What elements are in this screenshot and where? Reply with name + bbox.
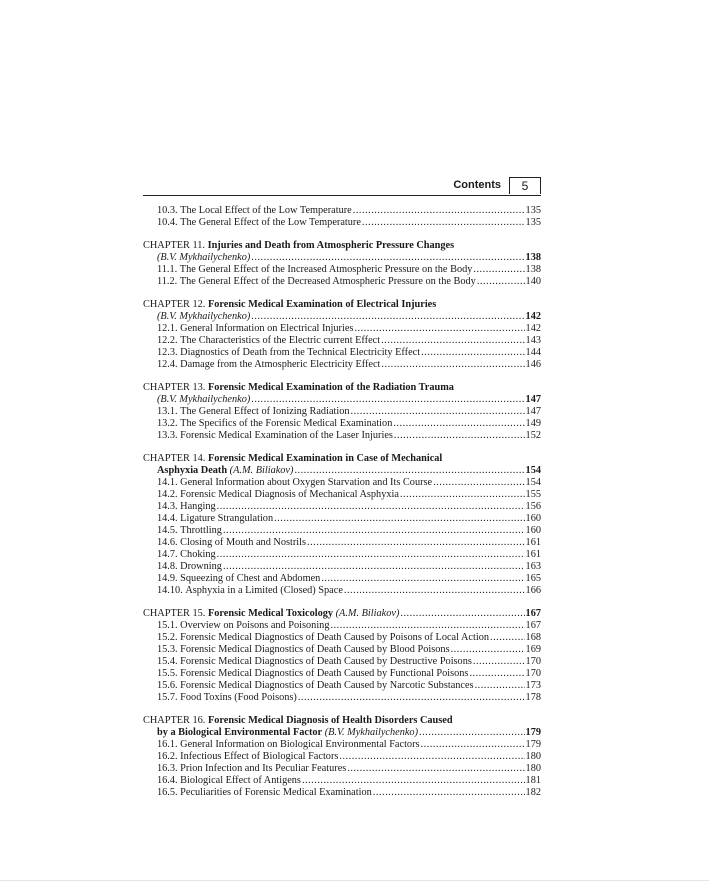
chapter-title: Forensic Medical Examination of Electrical Injuries — [207, 299, 437, 310]
section-number: 10.3. — [157, 205, 178, 216]
section-title: General Information on Electrical Injuries — [180, 323, 354, 334]
section-number: 14.3. — [157, 501, 178, 512]
dot-leader — [354, 323, 524, 335]
section-page: 163 — [525, 561, 541, 572]
section-number: 16.1. — [157, 739, 178, 750]
section-title: Forensic Medical Diagnostics of Death Caused by Poisons of Local Action — [180, 632, 490, 643]
chapter-heading-cont[interactable] — [143, 311, 541, 323]
chapter-author: (B.V. Mykhailychenko) — [157, 252, 251, 263]
toc-entry[interactable] — [143, 668, 541, 680]
chapter-heading-cont[interactable] — [143, 394, 541, 406]
chapter-group — [143, 453, 541, 597]
section-number: 15.4. — [157, 656, 178, 667]
section-title: Hanging — [180, 501, 216, 512]
dot-leader — [469, 668, 524, 680]
section-title: Drowning — [180, 561, 222, 572]
chapter-label: CHAPTER 12. — [143, 299, 206, 310]
toc-entry[interactable] — [143, 632, 541, 644]
section-title: Overview on Poisons and Poisoning — [180, 620, 330, 631]
chapter-label: CHAPTER 16. — [143, 715, 206, 726]
toc-entry[interactable] — [143, 264, 541, 276]
section-title: Asphyxia in a Limited (Closed) Space — [185, 585, 343, 596]
toc-entry[interactable] — [143, 501, 541, 513]
section-number: 14.6. — [157, 537, 178, 548]
section-title: Choking — [180, 549, 216, 560]
section-number: 12.1. — [157, 323, 178, 334]
toc-entry[interactable] — [143, 739, 541, 751]
section-page: 173 — [525, 680, 541, 691]
chapter-group — [143, 299, 541, 371]
chapter-label: CHAPTER 11. — [143, 240, 205, 251]
toc-entry[interactable] — [143, 585, 541, 597]
toc-entry[interactable] — [143, 276, 541, 288]
section-page: 161 — [525, 549, 541, 560]
dot-leader — [353, 205, 525, 217]
section-number: 14.9. — [157, 573, 178, 584]
dot-leader — [217, 501, 525, 513]
chapter-group — [143, 715, 541, 799]
section-number: 15.7. — [157, 692, 178, 703]
section-title: Closing of Mouth and Nostrils — [180, 537, 307, 548]
toc-entry[interactable] — [143, 406, 541, 418]
dot-leader — [339, 751, 524, 763]
section-page: 181 — [525, 775, 541, 786]
chapter-title: Forensic Medical Examination of the Radiation Trauma — [207, 382, 454, 393]
toc-entry[interactable] — [143, 430, 541, 442]
section-page: 135 — [525, 217, 541, 228]
section-page: 168 — [525, 632, 541, 643]
dot-leader — [490, 632, 525, 644]
page-header — [143, 177, 541, 196]
chapter-page: 142 — [525, 311, 541, 322]
section-title: Forensic Medical Diagnosis of Mechanical Asphyxia — [180, 489, 399, 500]
section-page: 138 — [525, 264, 541, 275]
section-number: 12.3. — [157, 347, 178, 358]
toc-entry[interactable] — [143, 692, 541, 704]
section-number: 13.3. — [157, 430, 178, 441]
dot-leader — [433, 477, 524, 489]
dot-leader — [421, 347, 524, 359]
dot-leader — [475, 680, 525, 692]
dot-leader — [373, 787, 525, 799]
section-number: 15.1. — [157, 620, 178, 631]
toc-entry[interactable] — [143, 620, 541, 632]
running-title: Contents — [453, 179, 501, 191]
toc-entry[interactable] — [143, 418, 541, 430]
chapter-group — [143, 240, 541, 288]
section-title: Throttling — [180, 525, 222, 536]
dot-leader — [362, 217, 525, 229]
section-number: 15.2. — [157, 632, 178, 643]
dot-leader — [381, 359, 524, 371]
dot-leader — [223, 561, 525, 573]
chapter-page: 167 — [525, 608, 541, 619]
toc-entry[interactable] — [143, 573, 541, 585]
section-page: 169 — [525, 644, 541, 655]
dot-leader — [298, 692, 525, 704]
toc-entry[interactable] — [143, 644, 541, 656]
section-page: 180 — [525, 751, 541, 762]
section-page: 146 — [525, 359, 541, 370]
toc-entry[interactable] — [143, 787, 541, 799]
section-page: 143 — [525, 335, 541, 346]
section-number: 14.2. — [157, 489, 178, 500]
section-title: The Characteristics of the Electric current Effect — [180, 335, 381, 346]
section-title: General Information about Oxygen Starvation and Its Course — [180, 477, 433, 488]
dot-leader — [421, 739, 525, 751]
section-number: 12.2. — [157, 335, 178, 346]
section-title: Forensic Medical Diagnostics of Death Caused by Narcotic Substances — [180, 680, 474, 691]
dot-leader — [351, 406, 525, 418]
chapter-heading[interactable] — [143, 382, 541, 394]
dot-leader — [394, 430, 525, 442]
toc-entry[interactable] — [143, 217, 541, 229]
toc-entry[interactable] — [143, 549, 541, 561]
chapter-author: (B.V. Mykhailychenko) — [157, 311, 251, 322]
section-title: Damage from the Atmospheric Electricity Effect — [180, 359, 381, 370]
page-number: 5 — [509, 177, 541, 194]
section-number: 16.3. — [157, 763, 178, 774]
dot-leader — [344, 585, 525, 597]
section-title: The Specifics of the Forensic Medical Examination — [180, 418, 393, 429]
toc-entry[interactable] — [143, 205, 541, 217]
toc-entry[interactable] — [143, 656, 541, 668]
section-title: The Local Effect of the Low Temperature — [180, 205, 352, 216]
chapter-heading[interactable] — [143, 453, 541, 465]
chapter-title: Forensic Medical Diagnosis of Health Disorders Caused — [207, 715, 453, 726]
dot-leader — [307, 537, 525, 549]
dot-leader — [217, 549, 525, 561]
section-page: 149 — [525, 418, 541, 429]
chapter-group — [143, 608, 541, 704]
chapter-author: (B.V. Mykhailychenko) — [157, 394, 251, 405]
section-number: 16.4. — [157, 775, 178, 786]
dot-leader — [321, 573, 524, 585]
dot-leader — [330, 620, 524, 632]
section-page: 154 — [525, 477, 541, 488]
section-page: 140 — [525, 276, 541, 287]
section-number: 14.4. — [157, 513, 178, 524]
chapter-title: Forensic Medical Examination in Case of Mechanical — [207, 453, 443, 464]
dot-leader — [223, 525, 525, 537]
toc-entry[interactable] — [143, 489, 541, 501]
section-title: The General Effect of Ionizing Radiation — [180, 406, 350, 417]
toc-entry[interactable] — [143, 347, 541, 359]
toc-entry[interactable] — [143, 561, 541, 573]
dot-leader — [473, 656, 525, 668]
chapter-heading-cont[interactable] — [143, 252, 541, 264]
chapter-heading[interactable] — [143, 240, 541, 252]
dot-leader — [393, 418, 524, 430]
section-number: 12.4. — [157, 359, 178, 370]
section-number: 13.1. — [157, 406, 178, 417]
section-title: Forensic Medical Diagnostics of Death Caused by Blood Poisons — [180, 644, 450, 655]
section-title: Food Toxins (Food Poisons) — [180, 692, 297, 703]
dot-leader — [400, 608, 524, 620]
chapter-title: Forensic Medical Toxicology — [207, 608, 334, 619]
dot-leader — [251, 252, 524, 264]
section-page: 135 — [525, 205, 541, 216]
section-number: 10.4. — [157, 217, 178, 228]
section-page: 182 — [525, 787, 541, 798]
section-title: Ligature Strangulation — [180, 513, 274, 524]
section-page: 179 — [525, 739, 541, 750]
section-title: General Information on Biological Environmental Factors — [180, 739, 420, 750]
section-page: 180 — [525, 763, 541, 774]
section-number: 16.5. — [157, 787, 178, 798]
chapter-label: CHAPTER 15. — [143, 608, 206, 619]
toc-entry[interactable] — [143, 359, 541, 371]
dot-leader — [251, 394, 524, 406]
section-page: 160 — [525, 513, 541, 524]
chapter-author: (B.V. Mykhailychenko) — [324, 727, 419, 738]
section-page: 165 — [525, 573, 541, 584]
chapter-author: (A.M. Biliakov) — [229, 465, 294, 476]
chapter-label: CHAPTER 14. — [143, 453, 206, 464]
toc-entry[interactable] — [143, 680, 541, 692]
section-page: 142 — [525, 323, 541, 334]
dot-leader — [347, 763, 524, 775]
section-title: The General Effect of the Decreased Atmospheric Pressure on the Body — [179, 276, 476, 287]
chapter-page: 147 — [525, 394, 541, 405]
chapter-page: 179 — [525, 727, 541, 738]
section-page: 155 — [525, 489, 541, 500]
section-number: 15.3. — [157, 644, 178, 655]
section-number: 11.1. — [157, 264, 178, 275]
section-number: 14.1. — [157, 477, 178, 488]
dot-leader — [251, 311, 524, 323]
dot-leader — [274, 513, 524, 525]
section-number: 11.2. — [157, 276, 178, 287]
chapter-title-cont: Asphyxia Death — [157, 465, 228, 476]
chapter-heading-cont[interactable] — [143, 465, 541, 477]
toc-entry[interactable] — [143, 335, 541, 347]
section-page: 156 — [525, 501, 541, 512]
section-page: 152 — [525, 430, 541, 441]
section-title: The General Effect of the Low Temperature — [180, 217, 361, 228]
dot-leader — [381, 335, 524, 347]
toc-entry[interactable] — [143, 537, 541, 549]
section-page: 144 — [525, 347, 541, 358]
section-page: 166 — [525, 585, 541, 596]
dot-leader — [477, 276, 525, 288]
dot-leader — [451, 644, 525, 656]
toc-entry[interactable] — [143, 775, 541, 787]
section-title: The General Effect of the Increased Atmospheric Pressure on the Body — [179, 264, 473, 275]
chapter-heading[interactable] — [143, 299, 541, 311]
section-number: 16.2. — [157, 751, 178, 762]
dot-leader — [473, 264, 524, 276]
section-title: Prion Infection and Its Peculiar Features — [180, 763, 347, 774]
section-page: 167 — [525, 620, 541, 631]
section-title: Forensic Medical Diagnostics of Death Caused by Destructive Poisons — [180, 656, 472, 667]
section-page: 160 — [525, 525, 541, 536]
toc-entry[interactable] — [143, 763, 541, 775]
chapter-heading[interactable] — [143, 715, 541, 727]
chapter-title: Injuries and Death from Atmospheric Pressure Changes — [207, 240, 455, 251]
section-number: 14.5. — [157, 525, 178, 536]
chapter-group — [143, 205, 541, 229]
section-number: 15.6. — [157, 680, 178, 691]
section-title: Infectious Effect of Biological Factors — [180, 751, 339, 762]
chapter-title-cont: by a Biological Environmental Factor — [157, 727, 323, 738]
section-page: 170 — [525, 668, 541, 679]
chapter-author: (A.M. Biliakov) — [335, 608, 400, 619]
toc-entry[interactable] — [143, 513, 541, 525]
toc-entry[interactable] — [143, 525, 541, 537]
chapter-page: 138 — [525, 252, 541, 263]
chapter-page: 154 — [525, 465, 541, 476]
chapter-heading-cont[interactable] — [143, 727, 541, 739]
toc-entry[interactable] — [143, 477, 541, 489]
section-number: 14.8. — [157, 561, 178, 572]
section-page: 147 — [525, 406, 541, 417]
chapter-heading[interactable] — [143, 608, 541, 620]
section-title: Forensic Medical Examination of the Laser Injuries — [180, 430, 393, 441]
section-number: 14.7. — [157, 549, 178, 560]
section-title: Peculiarities of Forensic Medical Examination — [180, 787, 372, 798]
chapter-group — [143, 382, 541, 442]
chapter-label: CHAPTER 13. — [143, 382, 206, 393]
dot-leader — [400, 489, 525, 501]
toc-entry[interactable] — [143, 751, 541, 763]
section-number: 13.2. — [157, 418, 178, 429]
table-of-contents — [143, 205, 541, 810]
toc-entry[interactable] — [143, 323, 541, 335]
section-title: Diagnostics of Death from the Technical Electricity Effect — [180, 347, 421, 358]
section-number: 15.5. — [157, 668, 178, 679]
section-title: Biological Effect of Antigens — [180, 775, 301, 786]
section-title: Squeezing of Chest and Abdomen — [180, 573, 321, 584]
dot-leader — [419, 727, 525, 739]
section-number: 14.10. — [157, 585, 183, 596]
dot-leader — [302, 775, 525, 787]
section-title: Forensic Medical Diagnostics of Death Caused by Functional Poisons — [180, 668, 469, 679]
section-page: 161 — [525, 537, 541, 548]
section-page: 178 — [525, 692, 541, 703]
section-page: 170 — [525, 656, 541, 667]
dot-leader — [294, 465, 524, 477]
